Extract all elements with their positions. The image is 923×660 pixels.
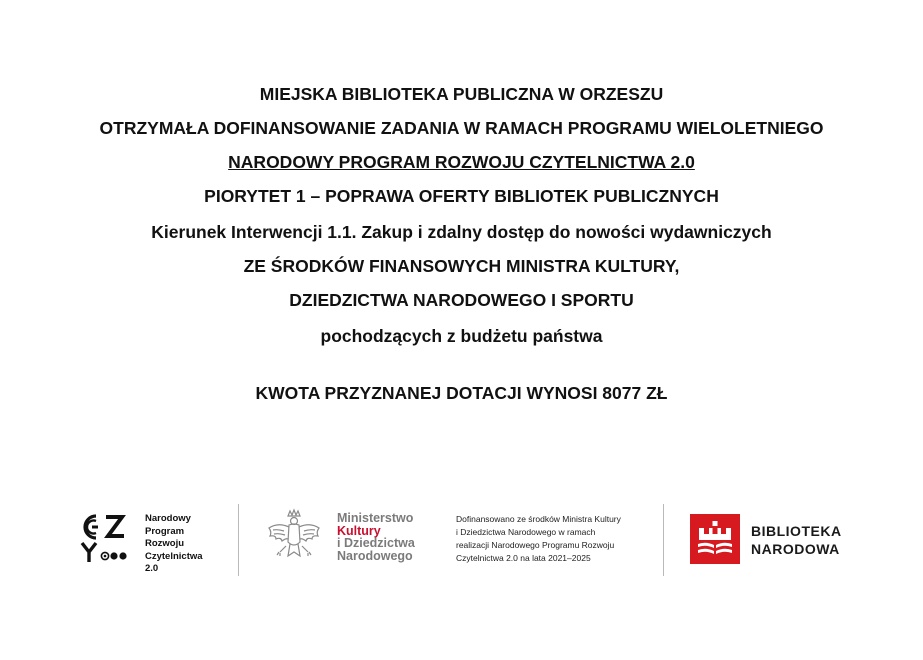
funding-note-line: Dofinansowano ze środków Ministra Kultury <box>456 514 621 524</box>
intervention-direction-line: Kierunek Interwencji 1.1. Zakup i zdalny dostęp do nowości wydawniczych <box>151 222 772 242</box>
ministry-logo-line: Kultury <box>337 523 381 538</box>
biblioteka-narodowa-logo <box>0 496 870 586</box>
program-name-line: NARODOWY PROGRAM ROZWOJU CZYTELNICTWA 2.0 <box>228 152 695 172</box>
ministry-funds-line-2: DZIEDZICTWA NARODOWEGO I SPORTU <box>289 290 634 310</box>
ministry-funds-line: ZE ŚRODKÓW FINANSOWYCH MINISTRA KULTURY, <box>243 256 680 276</box>
biblioteka-narodowa-line: NARODOWA <box>751 541 840 557</box>
ministry-logo-line: i Dziedzictwa <box>337 536 415 550</box>
crown-book-icon <box>690 514 740 564</box>
ministry-logo-line: Ministerstwo <box>337 511 414 525</box>
funding-note-line: realizacji Narodowego Programu Rozwoju <box>456 540 615 550</box>
nprc-logo-line: Program <box>145 525 185 537</box>
state-budget-line: pochodzących z budżetu państwa <box>320 326 603 346</box>
funding-note-line: i Dziedzictwa Narodowego w ramach <box>456 527 596 537</box>
funding-received-line: OTRZYMAŁA DOFINANSOWANIE ZADANIA W RAMACH PROGRAMU WIELOLETNIEGO <box>99 118 824 138</box>
biblioteka-narodowa-text <box>751 522 842 558</box>
library-name-line: MIEJSKA BIBLIOTEKA PUBLICZNA W ORZESZU <box>259 84 664 104</box>
nprc-logo-line: 2.0 <box>145 563 159 574</box>
ministry-logo-line: Narodowego <box>337 548 413 563</box>
grant-amount-line: KWOTA PRZYZNANEJ DOTACJI WYNOSI 8077 ZŁ <box>255 383 668 403</box>
funding-note-line: Czytelnictwa 2.0 na lata 2021–2025 <box>456 553 591 563</box>
nprc-logo-line: Rozwoju <box>145 538 185 549</box>
biblioteka-narodowa-line: BIBLIOTEKA <box>751 523 842 539</box>
sponsor-logos-bar <box>0 496 923 586</box>
nprc-logo-line: Narodowy <box>145 513 191 524</box>
nprc-logo-line: Czytelnictwa <box>145 550 203 562</box>
priority-line: PIORYTET 1 – POPRAWA OFERTY BIBLIOTEK PUBLICZNYCH <box>204 186 719 206</box>
